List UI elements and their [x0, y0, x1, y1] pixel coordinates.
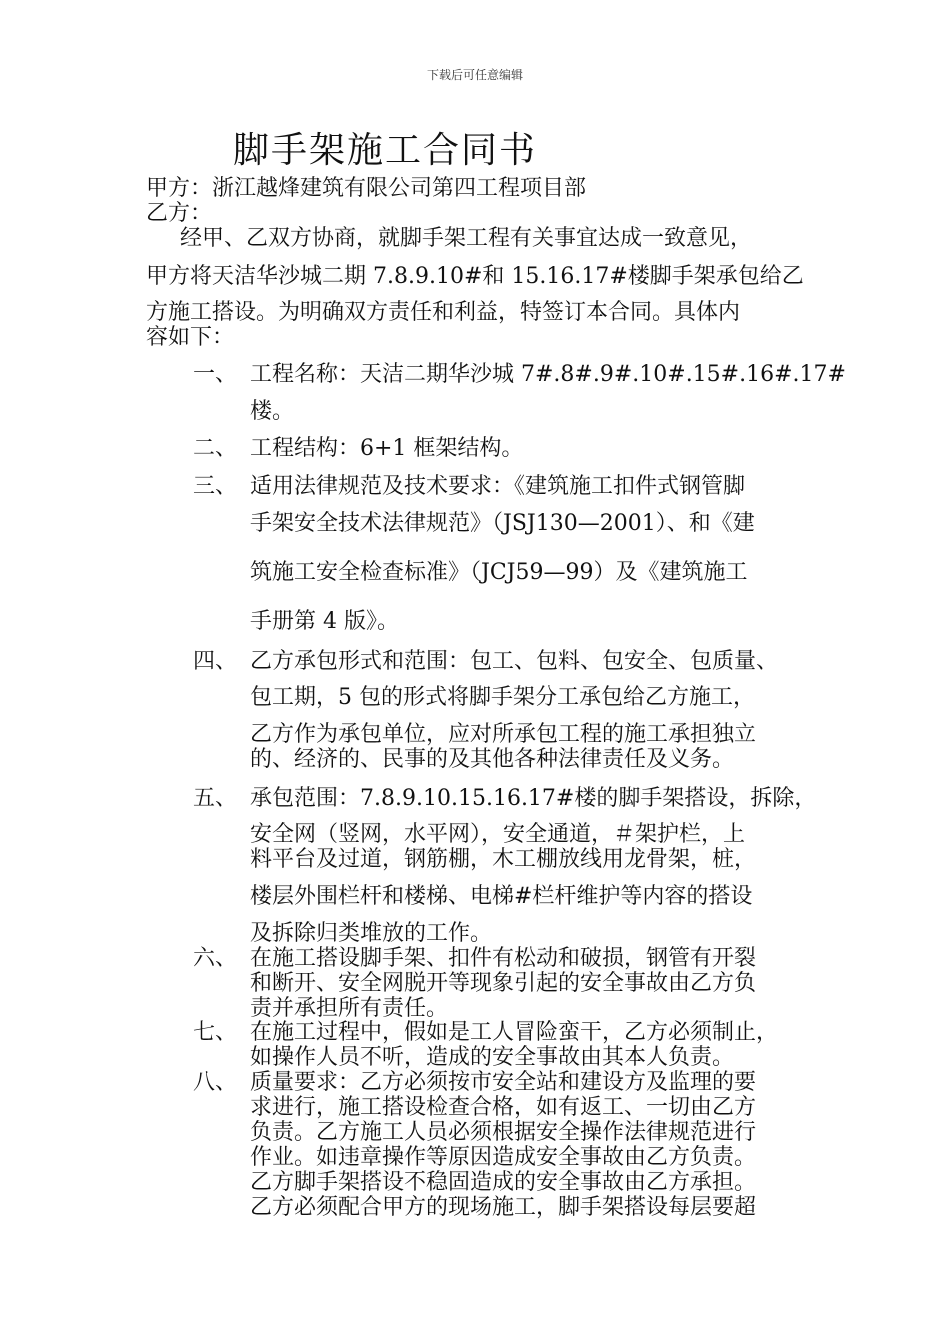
clause-number: 七、 [193, 1020, 238, 1045]
party-b-line: 乙方： [146, 201, 213, 226]
clause-line: 及拆除归类堆放的工作。 [250, 921, 493, 946]
clause-number: 八、 [193, 1070, 238, 1095]
clause-line: 安全网（竖网，水平网），安全通道，＃架护栏，上 [250, 822, 746, 847]
clause-line: 责并承担所有责任。 [250, 996, 449, 1021]
clause-line: 和断开、安全网脱开等现象引起的安全事故由乙方负 [250, 971, 757, 996]
clause-line: 乙方承包形式和范围：包工、包料、包安全、包质量、 [250, 649, 779, 674]
clause-line: 乙方必须配合甲方的现场施工，脚手架搭设每层要超 [250, 1195, 757, 1220]
clause-line: 适用法律规范及技术要求：《建筑施工扣件式钢管脚 [250, 474, 746, 499]
clause-line: 在施工过程中，假如是工人冒险蛮干，乙方必须制止， [250, 1020, 779, 1045]
intro-line: 容如下： [146, 325, 235, 350]
clause-line: 作业。如违章操作等原因造成安全事故由乙方负责。 [250, 1145, 757, 1170]
clause-number: 一、 [193, 362, 238, 387]
clause-line: 求进行，施工搭设检查合格，如有返工、一切由乙方 [250, 1095, 757, 1120]
clause-line: 质量要求：乙方必须按市安全站和建设方及监理的要 [250, 1070, 757, 1095]
clause-number: 五、 [193, 786, 238, 811]
clause-number: 四、 [193, 649, 238, 674]
clause-number: 六、 [193, 946, 238, 971]
clause-line: 在施工搭设脚手架、扣件有松动和破损，钢管有开裂 [250, 946, 757, 971]
clause-number: 三、 [193, 474, 238, 499]
clause-line: 手册第 4 版》。 [250, 609, 399, 634]
clause-line: 如操作人员不听，造成的安全事故由其本人负责。 [250, 1045, 735, 1070]
clause-line: 料平台及过道，钢筋棚，木工棚放线用龙骨架，桩， [250, 847, 757, 872]
clause-line: 工程结构：6+1 框架结构。 [250, 436, 524, 461]
intro-line: 经甲、乙双方协商，就脚手架工程有关事宜达成一致意见， [180, 226, 753, 251]
clause-line: 包工期，5 包的形式将脚手架分工承包给乙方施工， [250, 685, 755, 710]
clause-line: 的、经济的、民事的及其他各种法律责任及义务。 [250, 747, 735, 772]
clause-number: 二、 [193, 436, 238, 461]
clause-line: 负责。乙方施工人员必须根据安全操作法律规范进行 [250, 1120, 757, 1145]
intro-line: 方施工搭设。为明确双方责任和利益，特签订本合同。具体内 [146, 300, 741, 325]
intro-line: 甲方将天洁华沙城二期 7.8.9.10#和 15.16.17#楼脚手架承包给乙 [146, 264, 804, 289]
document-title: 脚手架施工合同书 [233, 130, 538, 171]
clause-line: 楼层外围栏杆和楼梯、电梯#栏杆维护等内容的搭设 [250, 884, 753, 909]
clause-line: 乙方作为承包单位，应对所承包工程的施工承担独立 [250, 722, 757, 747]
party-a-line: 甲方：浙江越烽建筑有限公司第四工程项目部 [146, 176, 587, 201]
clause-line: 乙方脚手架搭设不稳固造成的安全事故由乙方承担。 [250, 1170, 757, 1195]
clause-line: 楼。 [250, 399, 295, 424]
clause-line: 手架安全技术法律规范》（JSJ130—2001）、和《建 [250, 511, 755, 536]
clause-line: 工程名称：天洁二期华沙城 7#.8#.9#.10#.15#.16#.17# [250, 362, 846, 387]
clause-line: 承包范围：7.8.9.10.15.16.17#楼的脚手架搭设，拆除， [250, 786, 817, 811]
page-header-note: 下载后可任意编辑 [426, 68, 523, 82]
clause-line: 筑施工安全检查标准》（JCJ59—99）及《建筑施工 [250, 560, 748, 585]
